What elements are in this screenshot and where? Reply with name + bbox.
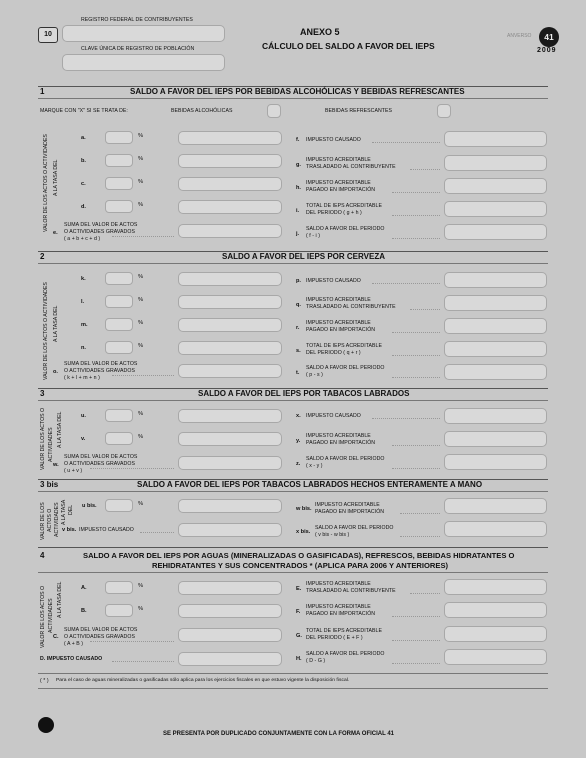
row-s-value[interactable]	[444, 341, 547, 357]
row-j-leader	[392, 238, 440, 239]
section-3bis-vlabel-1: VALOR DE LOS	[40, 502, 46, 540]
section-4-top-rule	[38, 547, 548, 548]
row-z-value[interactable]	[444, 454, 547, 470]
row-d-rate[interactable]	[105, 200, 133, 213]
row-x-leader	[372, 418, 440, 419]
row-vbis-leader	[140, 532, 174, 533]
row-w-text-1: SUMA DEL VALOR DE ACTOS	[64, 454, 138, 460]
row-h-leader	[392, 192, 440, 193]
row-n-pct: %	[138, 343, 144, 349]
row-G-text-2: DEL PERIODO ( E + F )	[306, 635, 363, 641]
form-year: 2009	[537, 47, 557, 54]
row-G-value[interactable]	[444, 626, 547, 642]
row-c-value[interactable]	[178, 177, 282, 191]
row-wbis-label: w bis.	[296, 506, 312, 512]
row-H-value[interactable]	[444, 649, 547, 665]
row-k-value[interactable]	[178, 272, 282, 286]
section-1-title: SALDO A FAVOR DEL IEPS POR BEBIDAS ALCOHÓLICAS Y BEBIDAS REFRESCANTES	[130, 87, 465, 96]
row-t-text-2: ( p - s )	[306, 372, 323, 378]
row-ubis-rate[interactable]	[105, 499, 133, 512]
row-H-text-2: ( D - G )	[306, 658, 326, 664]
section-4-title-line-2: REHIDRATANTES Y SUS CONCENTRADOS * (APLICA PARA 2006 Y ANTERIORES)	[152, 561, 449, 570]
section-3-vlabel-1: VALOR DE LOS ACTOS O	[40, 407, 46, 470]
row-x-value[interactable]	[444, 408, 547, 424]
row-b-value[interactable]	[178, 154, 282, 168]
row-g-leader	[410, 169, 440, 170]
row-m-label: m.	[81, 322, 88, 328]
row-t-leader	[392, 377, 440, 378]
row-wbis-leader	[400, 513, 440, 514]
row-q-text-1: IMPUESTO ACREDITABLE	[306, 297, 371, 303]
row-s-leader	[392, 355, 440, 356]
row-j-text-2: ( f - i )	[306, 233, 320, 239]
row-x-label: x.	[296, 413, 301, 419]
row-F-label: F.	[296, 609, 301, 615]
row-o-text-2: O ACTIVIDADES GRAVADOS	[64, 368, 135, 374]
rfc-field[interactable]	[62, 25, 225, 42]
row-t-label: t.	[296, 370, 300, 376]
row-i-label: i.	[296, 208, 300, 214]
row-F-value[interactable]	[444, 602, 547, 618]
row-wbis-text-2: PAGADO EN IMPORTACIÓN	[315, 509, 385, 515]
row-a-label: a.	[81, 135, 86, 141]
row-s-text-1: TOTAL DE IEPS ACREDITABLE	[306, 343, 383, 349]
page-subtitle: CÁLCULO DEL SALDO A FAVOR DEL IEPS	[262, 41, 435, 51]
row-F-text-2: PAGADO EN IMPORTACIÓN	[306, 611, 376, 617]
row-q-label: q.	[296, 302, 301, 308]
row-b-label: b.	[81, 158, 86, 164]
row-l-rate[interactable]	[105, 295, 133, 308]
row-G-label: G.	[296, 633, 302, 639]
row-vbis-value[interactable]	[178, 523, 282, 537]
row-v-label: v.	[81, 436, 86, 442]
row-u-label: u.	[81, 413, 86, 419]
row-ubis-value[interactable]	[178, 499, 282, 513]
row-k-pct: %	[138, 274, 144, 280]
form-code-badge: 41	[539, 27, 559, 47]
page-title: ANEXO 5	[300, 27, 340, 37]
row-e-text-2: O ACTIVIDADES GRAVADOS	[64, 229, 135, 235]
row-vbis-label: v bis.	[62, 527, 77, 533]
row-c-pct: %	[138, 179, 144, 185]
row-d-value[interactable]	[178, 200, 282, 214]
row-H-leader	[392, 663, 440, 664]
row-n-rate[interactable]	[105, 341, 133, 354]
row-H-text-1: SALDO A FAVOR DEL PERIODO	[306, 651, 385, 657]
row-h-value[interactable]	[444, 178, 547, 194]
footnote-bottom-rule	[38, 688, 548, 689]
row-q-value[interactable]	[444, 295, 547, 311]
row-y-label: y.	[296, 438, 301, 444]
row-a-value[interactable]	[178, 131, 282, 145]
row-o-leader	[112, 375, 174, 376]
row-C-label: C.	[53, 634, 59, 640]
row-t-text-1: SALDO A FAVOR DEL PERIODO	[306, 365, 385, 371]
row-y-leader	[392, 445, 440, 446]
registration-mark-icon	[38, 717, 54, 733]
row-w-label: w.	[53, 462, 59, 468]
curp-label: CLAVE ÚNICA DE REGISTRO DE POBLACIÓN	[81, 46, 195, 52]
row-t-value[interactable]	[444, 364, 547, 380]
rfc-label: REGISTRO FEDERAL DE CONTRIBUYENTES	[81, 17, 193, 23]
row-c-rate[interactable]	[105, 177, 133, 190]
row-A-value[interactable]	[178, 581, 282, 595]
row-i-value[interactable]	[444, 201, 547, 217]
row-r-text-1: IMPUESTO ACREDITABLE	[306, 320, 371, 326]
row-v-value[interactable]	[178, 432, 282, 446]
row-z-text-2: ( x - y )	[306, 463, 323, 469]
row-s-label: s.	[296, 348, 301, 354]
row-y-text-2: PAGADO EN IMPORTACIÓN	[306, 440, 376, 446]
section-4-title-line-1: SALDO A FAVOR DEL IEPS POR AGUAS (MINERALIZADAS O GASIFICADAS), REFRESCOS, BEBIDAS HIDRATANTES O	[83, 551, 515, 560]
section-4-vlabel-1: VALOR DE LOS ACTOS O	[40, 585, 46, 648]
row-l-pct: %	[138, 297, 144, 303]
row-o-text-1: SUMA DEL VALOR DE ACTOS	[64, 361, 138, 367]
section-3bis-title-rule	[38, 491, 548, 492]
row-xbis-text-2: ( v bis - w bis )	[315, 532, 350, 538]
row-f-text: IMPUESTO CAUSADO	[306, 137, 361, 143]
row-e-value[interactable]	[178, 224, 282, 238]
section-4-title-rule	[38, 572, 548, 573]
section-3bis-vlabel-3: ACTIVIDADES	[54, 502, 60, 537]
row-d-label: d.	[81, 204, 86, 210]
row-z-leader	[392, 468, 440, 469]
curp-field[interactable]	[62, 54, 225, 71]
row-r-value[interactable]	[444, 318, 547, 334]
row-a-rate[interactable]	[105, 131, 133, 144]
section-1-number: 1	[40, 87, 45, 96]
row-f-leader	[372, 142, 440, 143]
row-w-text-3: ( u + v )	[64, 468, 83, 474]
row-k-rate[interactable]	[105, 272, 133, 285]
row-H-label: H.	[296, 656, 302, 662]
section-3bis-vlabel-2: ACTOS O	[47, 508, 53, 532]
row-h-label: h.	[296, 185, 301, 191]
row-v-rate[interactable]	[105, 432, 133, 445]
row-q-leader	[410, 309, 440, 310]
row-E-leader	[410, 593, 440, 594]
row-p-value[interactable]	[444, 272, 547, 288]
row-wbis-text-1: IMPUESTO ACREDITABLE	[315, 502, 380, 508]
row-m-pct: %	[138, 320, 144, 326]
row-b-rate[interactable]	[105, 154, 133, 167]
row-a-pct: %	[138, 133, 144, 139]
row-j-text-1: SALDO A FAVOR DEL PERIODO	[306, 226, 385, 232]
alcoholicas-checkbox[interactable]	[267, 104, 281, 118]
row-i-text-2: DEL PERIODO ( g + h )	[306, 210, 362, 216]
section-4-vlabel-2: ACTIVIDADES	[48, 598, 54, 633]
row-g-text-2: TRASLADADO AL CONTRIBUYENTE	[306, 164, 396, 170]
row-E-label: E.	[296, 586, 302, 592]
row-p-leader	[372, 283, 440, 284]
row-o-text-3: ( k + l + m + n )	[64, 375, 100, 381]
row-C-text-2: O ACTIVIDADES GRAVADOS	[64, 634, 135, 640]
footer-text: SE PRESENTA POR DUPLICADO CONJUNTAMENTE CON LA FORMA OFICIAL 41	[163, 731, 395, 737]
row-e-leader	[112, 236, 174, 237]
row-c-label: c.	[81, 181, 86, 187]
row-p-label: p.	[296, 278, 301, 284]
form-number-badge: 10	[38, 27, 58, 43]
row-l-value[interactable]	[178, 295, 282, 309]
row-k-label: k.	[81, 276, 86, 282]
row-B-rate[interactable]	[105, 604, 133, 617]
row-q-text-2: TRASLADADO AL CONTRIBUYENTE	[306, 304, 396, 310]
row-r-label: r.	[296, 325, 300, 331]
row-A-rate[interactable]	[105, 581, 133, 594]
row-o-label: o.	[53, 369, 58, 375]
footnote-mark: ( * )	[40, 678, 49, 684]
row-C-value[interactable]	[178, 628, 282, 642]
row-g-text-1: IMPUESTO ACREDITABLE	[306, 157, 371, 163]
row-z-label: z.	[296, 461, 301, 467]
section-3-number: 3	[40, 389, 45, 398]
row-f-label: f.	[296, 137, 300, 143]
row-b-pct: %	[138, 156, 144, 162]
section-2-vlabel-1: VALOR DE LOS ACTOS O ACTIVIDADES	[43, 282, 49, 380]
row-h-text-1: IMPUESTO ACREDITABLE	[306, 180, 371, 186]
row-u-rate[interactable]	[105, 409, 133, 422]
row-C-leader	[90, 641, 174, 642]
row-n-value[interactable]	[178, 341, 282, 355]
row-r-leader	[392, 332, 440, 333]
row-j-value[interactable]	[444, 224, 547, 240]
row-ubis-label: u bis.	[82, 503, 97, 509]
row-e-label: e.	[53, 230, 58, 236]
row-f-value[interactable]	[444, 131, 547, 147]
row-e-text-1: SUMA DEL VALOR DE ACTOS	[64, 222, 138, 228]
row-e-text-3: ( a + b + c + d )	[64, 236, 101, 242]
section-2-number: 2	[40, 252, 45, 261]
row-m-rate[interactable]	[105, 318, 133, 331]
row-u-value[interactable]	[178, 409, 282, 423]
footnote-text: Para el caso de aguas mineralizadas o gasificadas sólo aplica para los ejercicios fiscales en que estuvo vigente la disposición fiscal.	[56, 678, 350, 683]
row-j-label: j.	[296, 231, 300, 237]
section-3-vlabel-2: ACTIVIDADES	[48, 427, 54, 462]
row-D-value[interactable]	[178, 652, 282, 666]
footnote-top-rule	[38, 673, 548, 674]
refrescantes-label: BEBIDAS REFRESCANTES	[325, 108, 393, 114]
row-r-text-2: PAGADO EN IMPORTACIÓN	[306, 327, 376, 333]
row-g-label: g.	[296, 162, 301, 168]
row-xbis-label: x bis.	[296, 529, 311, 535]
row-B-value[interactable]	[178, 604, 282, 618]
row-h-text-2: PAGADO EN IMPORTACIÓN	[306, 187, 376, 193]
row-G-text-1: TOTAL DE IEPS ACREDITABLE	[306, 628, 383, 634]
section-2-vlabel-2: A LA TASA DEL	[53, 305, 59, 342]
row-w-leader	[90, 468, 174, 469]
row-G-leader	[392, 640, 440, 641]
section-2-title: SALDO A FAVOR DEL IEPS POR CERVEZA	[222, 252, 385, 261]
section-2-title-rule	[38, 263, 548, 264]
section-3-title-rule	[38, 400, 548, 401]
row-w-value[interactable]	[178, 456, 282, 470]
row-y-value[interactable]	[444, 431, 547, 447]
marque-label: MARQUE CON "X" SI SE TRATA DE:	[40, 108, 128, 114]
section-4-number: 4	[40, 551, 45, 560]
section-3bis-vlabel-5: DEL	[68, 504, 74, 515]
row-s-text-2: DEL PERIODO ( q + r )	[306, 350, 361, 356]
row-o-value[interactable]	[178, 364, 282, 378]
alcoholicas-label: BEBIDAS ALCOHÓLICAS	[171, 108, 233, 114]
refrescantes-checkbox[interactable]	[437, 104, 451, 118]
row-y-text-1: IMPUESTO ACREDITABLE	[306, 433, 371, 439]
row-E-text-2: TRASLADADO AL CONTRIBUYENTE	[306, 588, 396, 594]
row-xbis-leader	[400, 536, 440, 537]
section-3bis-title: SALDO A FAVOR DEL IEPS POR TABACOS LABRADOS HECHOS ENTERAMENTE A MANO	[137, 480, 483, 489]
section-3bis-number: 3 bis	[40, 480, 59, 489]
row-B-label: B.	[81, 608, 87, 614]
row-F-text-1: IMPUESTO ACREDITABLE	[306, 604, 371, 610]
row-C-text-3: ( A + B )	[64, 641, 84, 647]
row-B-pct: %	[138, 606, 144, 612]
row-v-pct: %	[138, 434, 144, 440]
row-C-text-1: SUMA DEL VALOR DE ACTOS	[64, 627, 138, 633]
row-g-value[interactable]	[444, 155, 547, 171]
row-E-value[interactable]	[444, 579, 547, 595]
row-xbis-text-1: SALDO A FAVOR DEL PERIODO	[315, 525, 394, 531]
row-i-text-1: TOTAL DE IEPS ACREDITABLE	[306, 203, 383, 209]
section-1-title-rule	[38, 98, 548, 99]
section-4-vlabel-3: A LA TASA DEL	[57, 581, 63, 618]
section-3-vlabel-3: A LA TASA DEL	[57, 411, 63, 448]
row-xbis-value[interactable]	[444, 521, 547, 537]
row-x-text: IMPUESTO CAUSADO	[306, 413, 361, 419]
row-D-text: D. IMPUESTO CAUSADO	[40, 656, 103, 662]
row-i-leader	[392, 215, 440, 216]
row-m-value[interactable]	[178, 318, 282, 332]
section-1-vlabel-2: A LA TASA DEL	[53, 159, 59, 196]
row-D-leader	[112, 661, 174, 662]
anverso-label: ANVERSO	[507, 33, 532, 39]
section-3bis-vlabel-4: A LA TASA	[61, 499, 67, 525]
row-E-text-1: IMPUESTO ACREDITABLE	[306, 581, 371, 587]
row-A-label: A.	[81, 585, 87, 591]
row-p-text: IMPUESTO CAUSADO	[306, 278, 361, 284]
row-l-label: l.	[81, 299, 85, 305]
row-d-pct: %	[138, 202, 144, 208]
row-z-text-1: SALDO A FAVOR DEL PERIODO	[306, 456, 385, 462]
row-wbis-value[interactable]	[444, 498, 547, 514]
row-A-pct: %	[138, 583, 144, 589]
section-1-vlabel-1: VALOR DE LOS ACTOS O ACTIVIDADES	[43, 134, 49, 232]
row-F-leader	[392, 616, 440, 617]
section-3-title: SALDO A FAVOR DEL IEPS POR TABACOS LABRADOS	[198, 389, 410, 398]
row-vbis-text: IMPUESTO CAUSADO	[79, 527, 134, 533]
row-u-pct: %	[138, 411, 144, 417]
row-ubis-pct: %	[138, 501, 144, 507]
row-w-text-2: O ACTIVIDADES GRAVADOS	[64, 461, 135, 467]
row-n-label: n.	[81, 345, 86, 351]
